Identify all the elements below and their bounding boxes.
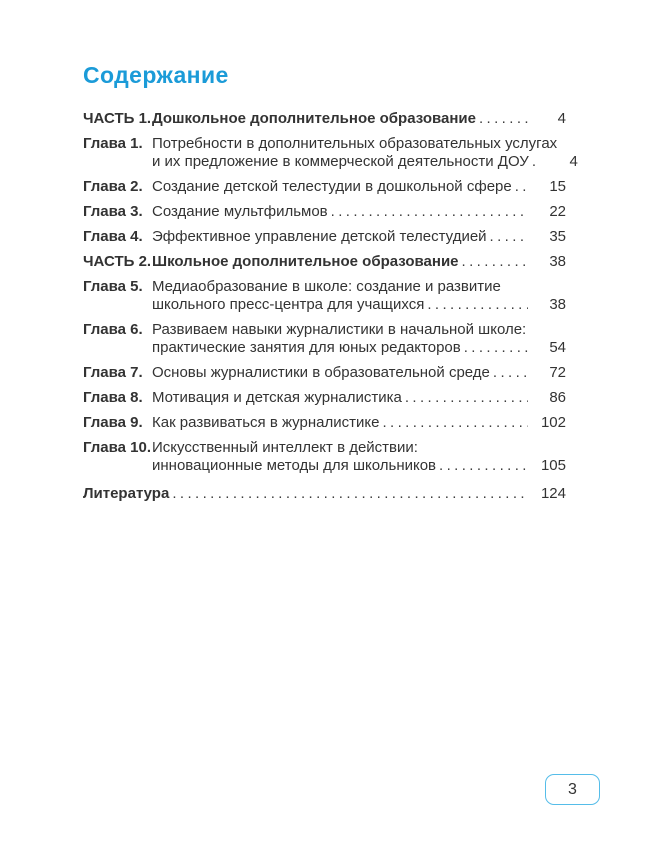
- toc-entry-part: [83, 110, 566, 128]
- entry-label: Глава 10.: [83, 439, 152, 456]
- entry-body: [152, 321, 566, 357]
- dot-leader: [427, 296, 528, 314]
- toc-entry-chapter: [83, 178, 566, 196]
- toc-entry-chapter: [83, 278, 566, 314]
- entry-title: и их предложение в коммерческой деятельности ДОУ: [152, 153, 529, 170]
- dot-leader: [515, 178, 528, 196]
- entry-page-number: 15: [549, 178, 566, 195]
- dot-leader: [490, 228, 528, 246]
- toc-entry-chapter: [83, 135, 578, 171]
- entry-title-line: Развиваем навыки журналистики в начальной школе:: [152, 321, 527, 338]
- entry-page-number: 4: [557, 110, 566, 127]
- entry-body: [169, 485, 566, 503]
- entry-title: инновационные методы для школьников: [152, 457, 437, 474]
- entry-body: [152, 178, 566, 196]
- toc-entry-chapter: [83, 389, 566, 407]
- entry-page-number: 54: [549, 339, 566, 356]
- table-of-contents: [83, 110, 578, 503]
- entry-title: Дошкольное дополнительное образование: [152, 110, 476, 127]
- entry-page-number: 102: [540, 414, 566, 431]
- entry-title: Создание детской телестудии в дошкольной сфере: [152, 178, 512, 195]
- entry-label: Глава 8.: [83, 389, 143, 406]
- entry-label: Глава 9.: [83, 414, 143, 431]
- entry-title: практические занятия для юных редакторов: [152, 339, 461, 356]
- entry-page-number: 22: [549, 203, 566, 220]
- entry-title-line: Медиаобразование в школе: создание и развитие: [152, 278, 501, 295]
- dot-leader: [331, 203, 528, 221]
- toc-entry-chapter: [83, 203, 566, 221]
- entry-title-line: Искусственный интеллект в действии:: [152, 439, 418, 456]
- dot-leader: [405, 389, 528, 407]
- entry-title: Как развиваться в журналистике: [152, 414, 380, 431]
- entry-label: Глава 1.: [83, 135, 143, 152]
- dot-leader: [464, 339, 528, 357]
- page-title: Содержание: [83, 62, 229, 88]
- entry-body: [152, 414, 566, 432]
- toc-entry-part: [83, 253, 566, 271]
- dot-leader: [479, 110, 528, 128]
- entry-page-number: 124: [540, 485, 566, 502]
- toc-entry-chapter: [83, 228, 566, 246]
- entry-title: Мотивация и детская журналистика: [152, 389, 402, 406]
- entry-body: [152, 110, 566, 128]
- entry-label: Глава 3.: [83, 203, 143, 220]
- page-number: 3: [568, 780, 577, 798]
- entry-title: Создание мультфильмов: [152, 203, 328, 220]
- toc-entry-literature: [83, 485, 566, 503]
- dot-leader: [439, 457, 528, 475]
- entry-body: [152, 389, 566, 407]
- page-number-badge: [545, 774, 600, 805]
- entry-label: Глава 2.: [83, 178, 143, 195]
- dot-leader: [382, 414, 528, 432]
- entry-label: ЧАСТЬ 1.: [83, 110, 152, 127]
- dot-leader: [532, 153, 540, 171]
- entry-body: [152, 135, 578, 171]
- entry-page-number: 38: [549, 253, 566, 270]
- entry-title-line: Потребности в дополнительных образовательных услугах: [152, 135, 558, 152]
- entry-label: Литература: [83, 485, 170, 502]
- toc-entry-chapter: [83, 321, 566, 357]
- entry-title: Эффективное управление детской телестудией: [152, 228, 487, 245]
- entry-page-number: 35: [549, 228, 566, 245]
- entry-title: школьного пресс-центра для учащихся: [152, 296, 425, 313]
- entry-body: [152, 228, 566, 246]
- entry-body: [152, 364, 566, 382]
- entry-body: [152, 253, 566, 271]
- toc-entry-chapter: [83, 364, 566, 382]
- entry-label: Глава 7.: [83, 364, 143, 381]
- entry-title: Школьное дополнительное образование: [152, 253, 459, 270]
- toc-entry-chapter: [83, 439, 566, 475]
- entry-label: Глава 5.: [83, 278, 143, 295]
- entry-body: [152, 439, 566, 475]
- entry-label: ЧАСТЬ 2.: [83, 253, 152, 270]
- entry-page-number: 86: [549, 389, 566, 406]
- dot-leader: [462, 253, 528, 271]
- entry-body: [152, 203, 566, 221]
- entry-page-number: 105: [540, 457, 566, 474]
- dot-leader: [172, 485, 528, 503]
- entry-title: Основы журналистики в образовательной среде: [152, 364, 490, 381]
- entry-page-number: 38: [549, 296, 566, 313]
- entry-page-number: 4: [569, 153, 578, 170]
- entry-label: Глава 4.: [83, 228, 143, 245]
- entry-body: [152, 278, 566, 314]
- entry-label: Глава 6.: [83, 321, 143, 338]
- entry-page-number: 72: [549, 364, 566, 381]
- toc-entry-chapter: [83, 414, 566, 432]
- dot-leader: [493, 364, 528, 382]
